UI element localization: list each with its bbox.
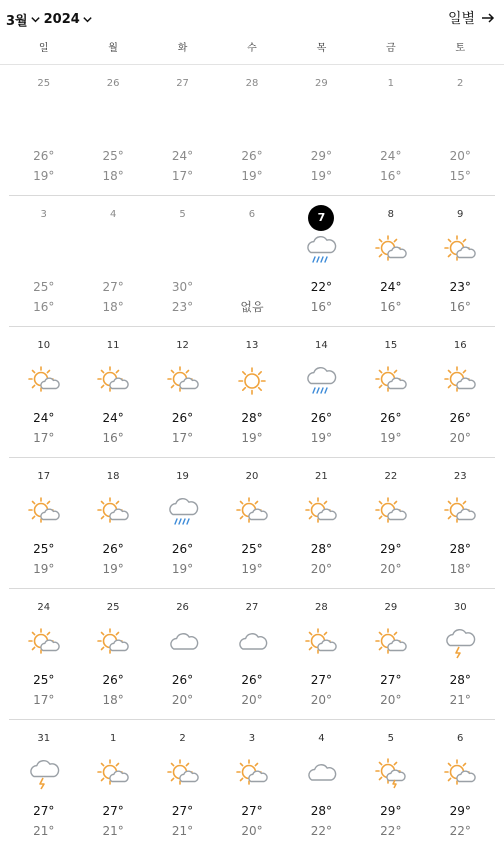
week-row xyxy=(9,65,495,196)
day-number: 2 xyxy=(457,78,464,89)
day-number: 23 xyxy=(453,471,467,482)
day-cell[interactable] xyxy=(426,720,495,850)
weekday-label: 월 xyxy=(108,43,118,54)
high-temp: 27° xyxy=(102,804,124,818)
weekday-label: 수 xyxy=(247,43,257,54)
low-temp: 17° xyxy=(171,169,194,183)
day-cell[interactable] xyxy=(78,196,147,326)
day-number: 25 xyxy=(106,602,120,613)
day-cell[interactable] xyxy=(426,196,495,326)
day-cell[interactable] xyxy=(356,720,425,850)
day-cell[interactable] xyxy=(217,720,286,850)
low-temp: 19° xyxy=(102,562,124,576)
low-temp: 23° xyxy=(171,300,194,314)
rain-icon xyxy=(305,365,337,397)
partly-cloudy-icon xyxy=(444,758,476,790)
day-number: 8 xyxy=(387,209,394,220)
partly-cloudy-icon xyxy=(97,627,129,659)
day-cell[interactable] xyxy=(148,196,217,326)
day-number: 31 xyxy=(37,733,51,744)
high-temp: 27° xyxy=(241,804,263,818)
low-temp: 19° xyxy=(33,169,55,183)
day-cell[interactable] xyxy=(426,65,495,195)
sun-icon xyxy=(236,365,268,397)
partly-cloudy-icon xyxy=(167,758,199,790)
partly-cloudy-icon xyxy=(97,365,129,397)
day-cell[interactable] xyxy=(78,65,147,195)
high-temp: 27° xyxy=(33,804,55,818)
high-temp: 22° xyxy=(310,280,333,294)
day-cell[interactable] xyxy=(426,458,495,588)
day-cell[interactable] xyxy=(148,720,217,850)
partly-cloudy-icon xyxy=(28,627,60,659)
high-temp: 27° xyxy=(380,673,402,687)
low-temp: 20° xyxy=(449,431,471,445)
day-number: 4 xyxy=(109,209,117,220)
thunderstorm-icon xyxy=(444,627,476,659)
partly-cloudy-icon xyxy=(236,758,268,790)
partly-cloudy-icon xyxy=(28,496,60,528)
high-temp: 29° xyxy=(449,804,471,818)
low-temp: 19° xyxy=(241,169,263,183)
low-temp: 21° xyxy=(171,824,194,838)
day-cell[interactable] xyxy=(148,65,217,195)
day-number: 26 xyxy=(106,78,120,89)
partly-cloudy-icon xyxy=(375,627,407,659)
day-cell[interactable] xyxy=(426,589,495,719)
day-number: 3 xyxy=(40,209,47,220)
day-cell[interactable] xyxy=(217,327,286,457)
high-temp: 28° xyxy=(310,804,333,818)
low-temp: 18° xyxy=(449,562,471,576)
day-number: 30 xyxy=(453,602,467,613)
day-cell[interactable] xyxy=(9,196,78,326)
day-number: 17 xyxy=(37,471,51,482)
low-temp: 16° xyxy=(449,300,471,314)
high-temp: 26° xyxy=(33,149,55,163)
low-temp: 20° xyxy=(171,693,194,707)
high-temp: 27° xyxy=(310,673,333,687)
day-number: 27 xyxy=(176,78,189,89)
high-temp: 30° xyxy=(171,280,194,294)
day-cell[interactable] xyxy=(356,196,425,326)
day-cell[interactable] xyxy=(287,589,356,719)
cloud-icon xyxy=(167,627,199,659)
month-label: 3월 xyxy=(6,14,28,29)
day-cell[interactable] xyxy=(78,720,147,850)
day-cell[interactable] xyxy=(148,327,217,457)
day-cell[interactable] xyxy=(426,327,495,457)
day-number: 29 xyxy=(384,602,398,613)
high-temp: 25° xyxy=(33,673,55,687)
day-number: 21 xyxy=(315,471,328,482)
partly-cloudy-icon xyxy=(97,496,129,528)
cloud-icon xyxy=(305,758,337,790)
partly-cloudy-icon xyxy=(444,496,476,528)
low-temp: 19° xyxy=(241,562,263,576)
day-number: 10 xyxy=(37,340,51,351)
day-number: 1 xyxy=(387,78,394,89)
high-temp: 24° xyxy=(33,411,55,425)
weekday-label: 토 xyxy=(455,43,466,54)
day-number: 20 xyxy=(245,471,259,482)
low-temp: 16° xyxy=(33,300,55,314)
low-temp: 17° xyxy=(171,431,194,445)
low-temp: 22° xyxy=(449,824,471,838)
day-number: 16 xyxy=(453,340,467,351)
high-temp: 29° xyxy=(380,542,402,556)
low-temp: 20° xyxy=(380,693,402,707)
partly-cloudy-icon xyxy=(28,365,60,397)
sun-thunderstorm-icon xyxy=(375,758,407,790)
partly-cloudy-icon xyxy=(444,234,476,266)
day-cell[interactable] xyxy=(9,65,78,195)
day-cell[interactable] xyxy=(78,327,147,457)
day-cell[interactable] xyxy=(356,327,425,457)
partly-cloudy-icon xyxy=(236,496,268,528)
high-temp: 25° xyxy=(33,542,55,556)
day-number: 27 xyxy=(245,602,259,613)
day-cell[interactable] xyxy=(148,458,217,588)
high-temp: 24° xyxy=(171,149,194,163)
low-temp: 21° xyxy=(102,824,124,838)
day-number: 28 xyxy=(245,78,259,89)
chevron-down-icon xyxy=(30,14,41,25)
low-temp: 20° xyxy=(380,562,402,576)
day-cell[interactable] xyxy=(356,65,425,195)
cloud-icon xyxy=(236,627,268,659)
day-cell[interactable] xyxy=(217,458,286,588)
low-temp: 20° xyxy=(310,562,333,576)
low-temp: 19° xyxy=(310,169,333,183)
day-number: 3 xyxy=(248,733,256,744)
year-label: 2024 xyxy=(43,12,80,27)
low-temp: 15° xyxy=(449,169,471,183)
day-cell[interactable] xyxy=(287,720,356,850)
day-number: 19 xyxy=(176,471,189,482)
high-temp: 28° xyxy=(449,542,471,556)
low-temp: 22° xyxy=(310,824,333,838)
low-temp: 22° xyxy=(380,824,402,838)
day-number: 24 xyxy=(37,602,51,613)
high-temp: 26° xyxy=(241,673,263,687)
rain-icon xyxy=(305,234,337,266)
partly-cloudy-icon xyxy=(375,234,407,266)
day-number: 5 xyxy=(387,733,394,744)
day-number: 2 xyxy=(179,733,186,744)
day-cell[interactable] xyxy=(356,589,425,719)
year-select[interactable] xyxy=(44,12,96,27)
day-cell[interactable] xyxy=(356,458,425,588)
high-temp: 26° xyxy=(171,673,194,687)
low-temp: 17° xyxy=(33,693,55,707)
high-temp: 26° xyxy=(102,542,124,556)
day-cell[interactable] xyxy=(9,589,78,719)
day-cell[interactable] xyxy=(287,327,356,457)
low-temp: 19° xyxy=(33,562,55,576)
partly-cloudy-icon xyxy=(305,627,337,659)
high-temp: 29° xyxy=(310,149,333,163)
day-cell[interactable] xyxy=(78,458,147,588)
week-row xyxy=(9,458,495,589)
chevron-down-icon xyxy=(82,14,93,25)
high-temp: 26° xyxy=(380,411,402,425)
high-temp: 24° xyxy=(380,149,402,163)
high-temp: 27° xyxy=(171,804,194,818)
day-number: 12 xyxy=(176,340,189,351)
day-cell[interactable] xyxy=(217,589,286,719)
low-temp: 16° xyxy=(380,300,402,314)
day-number: 15 xyxy=(384,340,398,351)
low-temp: 18° xyxy=(102,693,124,707)
day-number: 25 xyxy=(37,78,51,89)
partly-cloudy-icon xyxy=(375,365,407,397)
calendar-header xyxy=(0,0,504,36)
month-year-selector xyxy=(6,10,96,29)
day-number: 26 xyxy=(176,602,189,613)
partly-cloudy-icon xyxy=(167,365,199,397)
day-cell[interactable] xyxy=(287,458,356,588)
day-cell[interactable] xyxy=(217,65,286,195)
day-number: 13 xyxy=(245,340,259,351)
week-row xyxy=(9,720,495,850)
day-number: 29 xyxy=(315,78,328,89)
low-temp: 17° xyxy=(33,431,55,445)
day-cell-today[interactable] xyxy=(287,196,356,326)
day-number: 9 xyxy=(457,209,464,220)
day-cell[interactable] xyxy=(148,589,217,719)
week-row xyxy=(9,196,495,327)
high-temp: 25° xyxy=(33,280,55,294)
partly-cloudy-icon xyxy=(305,496,337,528)
weekday-label: 목 xyxy=(316,43,327,54)
low-temp: 18° xyxy=(102,300,124,314)
month-select[interactable] xyxy=(6,10,44,29)
week-row xyxy=(9,327,495,458)
day-number: 22 xyxy=(384,471,398,482)
high-temp: 28° xyxy=(241,411,263,425)
day-cell[interactable] xyxy=(78,589,147,719)
day-cell[interactable] xyxy=(9,458,78,588)
low-temp: 20° xyxy=(310,693,333,707)
day-cell[interactable] xyxy=(9,327,78,457)
weekday-label: 일 xyxy=(38,43,49,54)
high-temp: 26° xyxy=(310,411,333,425)
high-temp: 20° xyxy=(449,149,471,163)
low-temp: 20° xyxy=(241,824,263,838)
day-number: 14 xyxy=(315,340,328,351)
weekday-label: 화 xyxy=(177,43,188,54)
no-data-label: 없음 xyxy=(240,300,264,314)
week-row xyxy=(9,589,495,720)
low-temp: 21° xyxy=(449,693,471,707)
high-temp: 25° xyxy=(102,149,124,163)
calendar-grid xyxy=(0,65,504,850)
high-temp: 24° xyxy=(102,411,124,425)
low-temp: 16° xyxy=(380,169,402,183)
high-temp: 26° xyxy=(449,411,471,425)
weekday-header xyxy=(0,36,504,65)
low-temp: 19° xyxy=(241,431,263,445)
day-number: 6 xyxy=(248,209,256,220)
high-temp: 24° xyxy=(380,280,402,294)
daily-view-button[interactable] xyxy=(448,8,495,28)
low-temp: 19° xyxy=(171,562,194,576)
low-temp: 18° xyxy=(102,169,124,183)
weekday-label: 금 xyxy=(385,43,396,54)
high-temp: 28° xyxy=(310,542,333,556)
low-temp: 16° xyxy=(102,431,124,445)
partly-cloudy-icon xyxy=(444,365,476,397)
partly-cloudy-icon xyxy=(97,758,129,790)
low-temp: 16° xyxy=(310,300,333,314)
day-number: 11 xyxy=(106,340,120,351)
high-temp: 26° xyxy=(102,673,124,687)
day-cell[interactable] xyxy=(287,65,356,195)
high-temp: 27° xyxy=(102,280,124,294)
high-temp: 26° xyxy=(171,411,194,425)
today-date: 7 xyxy=(308,205,334,231)
high-temp: 26° xyxy=(171,542,194,556)
day-number: 18 xyxy=(106,471,120,482)
high-temp: 25° xyxy=(241,542,263,556)
partly-cloudy-icon xyxy=(375,496,407,528)
day-number: 6 xyxy=(457,733,464,744)
day-number: 1 xyxy=(109,733,117,744)
high-temp: 29° xyxy=(380,804,402,818)
day-cell[interactable] xyxy=(217,196,286,326)
rain-icon xyxy=(167,496,199,528)
high-temp: 23° xyxy=(449,280,471,294)
daily-view-label: 일별 xyxy=(447,11,475,27)
low-temp: 19° xyxy=(380,431,402,445)
day-cell[interactable] xyxy=(9,720,78,850)
thunderstorm-icon xyxy=(28,758,60,790)
high-temp: 26° xyxy=(241,149,263,163)
low-temp: 21° xyxy=(33,824,55,838)
day-number: 5 xyxy=(179,209,186,220)
low-temp: 20° xyxy=(241,693,263,707)
high-temp: 28° xyxy=(449,673,471,687)
arrow-right-icon xyxy=(481,11,495,25)
low-temp: 19° xyxy=(310,431,333,445)
day-number: 4 xyxy=(318,733,325,744)
day-number: 28 xyxy=(315,602,328,613)
